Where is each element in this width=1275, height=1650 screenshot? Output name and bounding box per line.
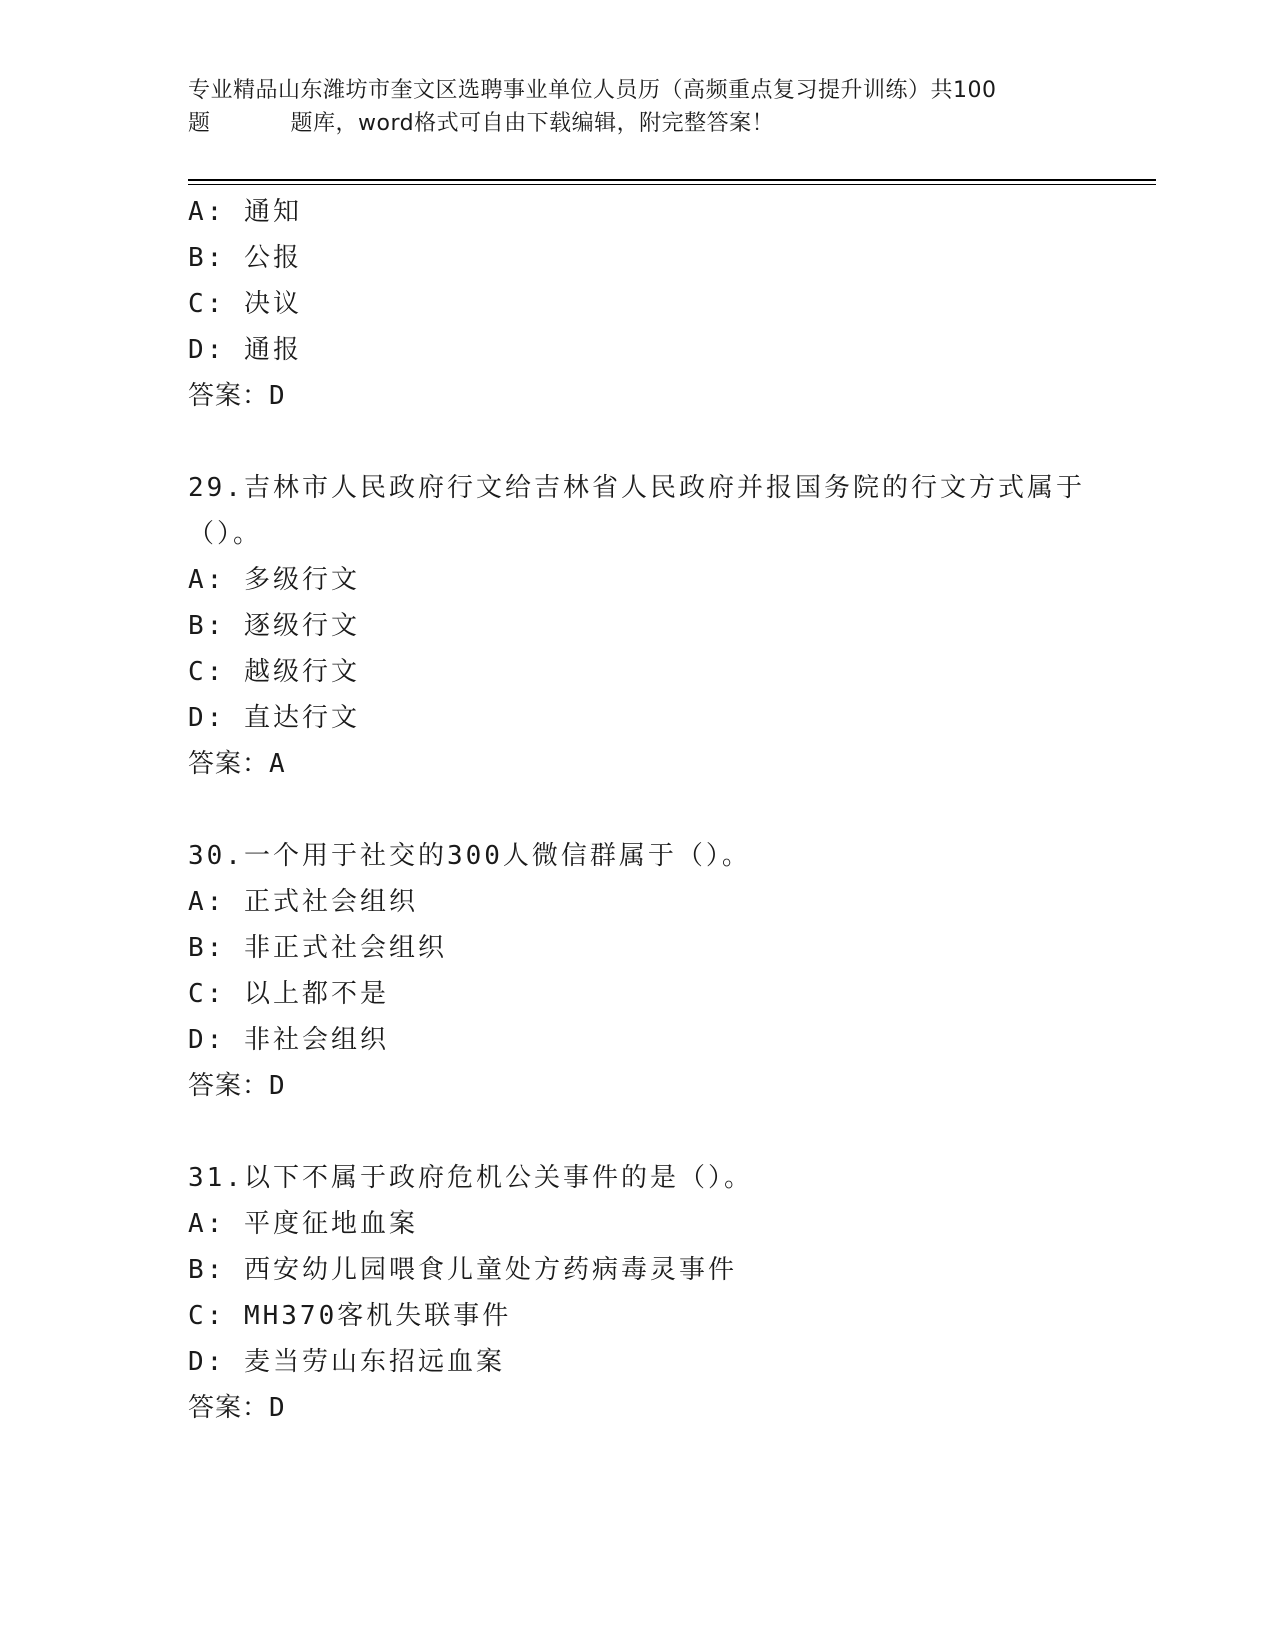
option-letter: B: <box>188 933 226 963</box>
option-d <box>188 1339 1088 1385</box>
option-text: 决议 <box>243 289 302 319</box>
option-c <box>188 1293 1088 1339</box>
option-b <box>188 1247 1088 1293</box>
question-block-30 <box>188 833 1088 1109</box>
option-text: 西安幼儿园喂食儿童处方药病毒灵事件 <box>243 1255 737 1285</box>
option-text: 平度征地血案 <box>243 1209 418 1239</box>
option-text: 越级行文 <box>243 657 360 687</box>
header-rule-thick <box>188 179 1156 181</box>
question-block-28 <box>188 189 1088 419</box>
option-text: 逐级行文 <box>243 611 360 641</box>
question-stem-continued: （）。 <box>188 519 263 549</box>
answer-line <box>188 373 1088 419</box>
option-letter: D: <box>188 1025 226 1055</box>
option-c <box>188 281 1088 327</box>
option-text: 正式社会组织 <box>243 887 418 917</box>
option-b <box>188 235 1088 281</box>
question-block-29 <box>188 465 1088 787</box>
option-a <box>188 879 1088 925</box>
option-d <box>188 327 1088 373</box>
option-letter: A: <box>188 565 226 595</box>
option-letter: A: <box>188 1209 226 1239</box>
document-header <box>188 74 1088 140</box>
option-a <box>188 189 1088 235</box>
option-letter: A: <box>188 887 226 917</box>
option-text: 非正式社会组织 <box>243 933 447 963</box>
option-a <box>188 1201 1088 1247</box>
option-c <box>188 971 1088 1017</box>
option-letter: B: <box>188 1255 226 1285</box>
answer-value: D <box>269 1071 288 1101</box>
option-d <box>188 695 1088 741</box>
option-letter: A: <box>188 197 226 227</box>
answer-line <box>188 1385 1088 1431</box>
option-letter: C: <box>188 1301 226 1331</box>
option-text: 直达行文 <box>243 703 360 733</box>
option-letter: C: <box>188 979 226 1009</box>
question-stem: 29.吉林市人民政府行文给吉林省人民政府并报国务院的行文方式属于 <box>188 473 1085 503</box>
header-line2-rest: 题库，word格式可自由下载编辑，附完整答案！ <box>290 111 775 136</box>
question-stem: 30.一个用于社交的300人微信群属于（）。 <box>188 841 751 871</box>
answer-value: D <box>269 1393 288 1423</box>
option-text: 通知 <box>243 197 302 227</box>
header-rule-thin <box>188 184 1156 185</box>
option-letter: B: <box>188 611 226 641</box>
answer-line <box>188 1063 1088 1109</box>
option-text: 非社会组织 <box>243 1025 389 1055</box>
answer-label: 答案： <box>188 1393 270 1423</box>
option-text: 通报 <box>243 335 302 365</box>
option-text: 麦当劳山东招远血案 <box>243 1347 505 1377</box>
option-letter: C: <box>188 657 226 687</box>
option-letter: B: <box>188 243 226 273</box>
option-c <box>188 649 1088 695</box>
option-text: 多级行文 <box>243 565 360 595</box>
option-d <box>188 1017 1088 1063</box>
answer-label: 答案： <box>188 749 270 779</box>
question-stem: 31.以下不属于政府危机公关事件的是（）。 <box>188 1163 753 1193</box>
option-letter: D: <box>188 1347 226 1377</box>
answer-value: D <box>269 381 288 411</box>
answer-label: 答案： <box>188 1071 270 1101</box>
header-title-line1: 专业精品山东潍坊市奎文区选聘事业单位人员历（高频重点复习提升训练）共100 <box>188 78 997 103</box>
header-title-line2 <box>188 107 1088 140</box>
option-b <box>188 925 1088 971</box>
option-text: MH370客机失联事件 <box>243 1301 512 1331</box>
answer-label: 答案： <box>188 381 270 411</box>
document-body <box>188 189 1088 1431</box>
option-a <box>188 557 1088 603</box>
option-letter: D: <box>188 703 226 733</box>
option-letter: C: <box>188 289 226 319</box>
option-text: 以上都不是 <box>243 979 389 1009</box>
answer-line <box>188 741 1088 787</box>
option-letter: D: <box>188 335 226 365</box>
option-text: 公报 <box>243 243 302 273</box>
header-line2-start: 题 <box>188 111 211 136</box>
question-block-31 <box>188 1155 1088 1431</box>
answer-value: A <box>269 749 288 779</box>
option-b <box>188 603 1088 649</box>
